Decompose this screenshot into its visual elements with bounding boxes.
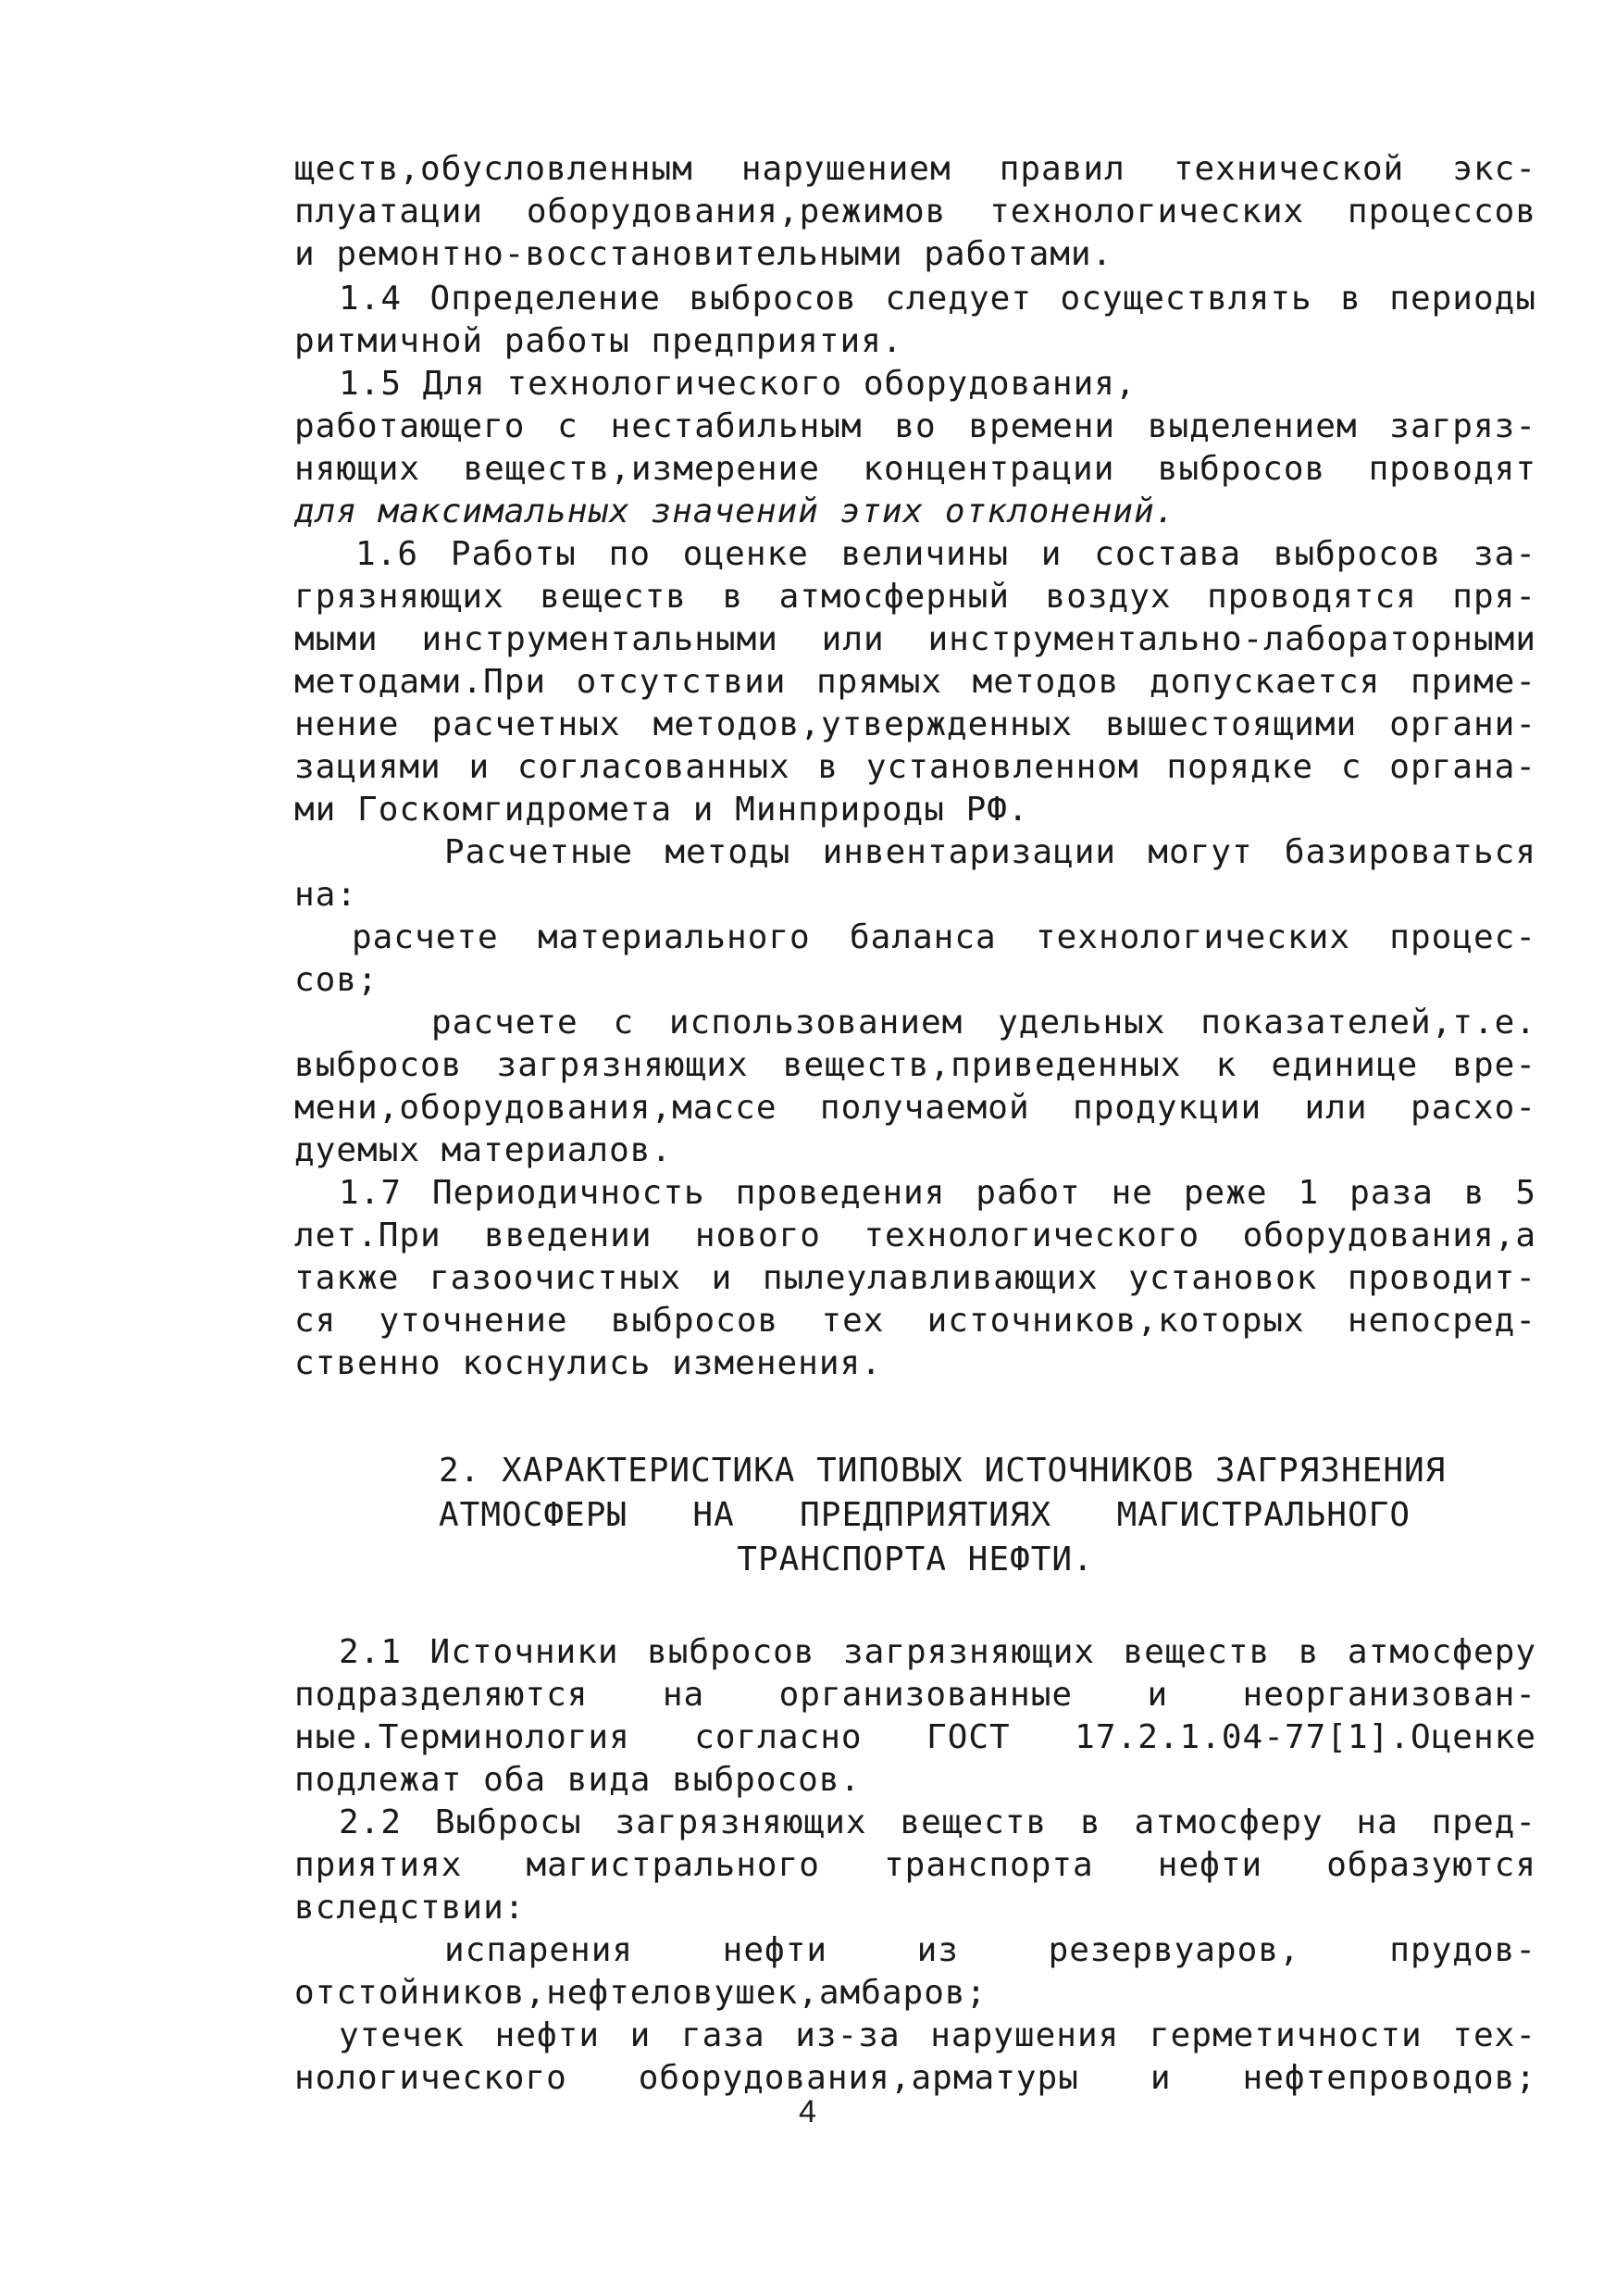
text-line: на: [294, 876, 358, 914]
text-line: ственно коснулись изменения. [294, 1344, 882, 1382]
text-line: ся уточнение выбросов тех источников,которых непосред- [294, 1302, 1536, 1340]
text-line: методами.При отсутствии прямых методов допускается приме- [294, 663, 1536, 701]
text-line: мени,оборудования,массе получаемой продукции или расхо- [294, 1089, 1536, 1127]
text-line: ные.Терминология согласно ГОСТ 17.2.1.04-77[1].Оценке [294, 1718, 1536, 1756]
text-line: расчете с использованием удельных показателей,т.е. [431, 1004, 1536, 1042]
text-line: ществ,обусловленным нарушением правил технической экс- [294, 150, 1536, 188]
section-heading-line: АТМОСФЕРЫ НА ПРЕДПРИЯТИЯХ МАГИСТРАЛЬНОГО [439, 1496, 1411, 1534]
text-line: нологического оборудования,арматуры и нефтепроводов; [294, 2059, 1536, 2097]
text-line: и ремонтно-восстановительными работами. [294, 235, 1113, 273]
text-line: зациями и согласованных в установленном порядке с органа- [294, 748, 1536, 786]
text-line: для максимальных значений этих отклонений. [294, 493, 1176, 530]
page-number: 4 [799, 2094, 817, 2129]
section-heading-line: 2. ХАРАКТЕРИСТИКА ТИПОВЫХ ИСТОЧНИКОВ ЗАГРЯЗНЕНИЯ [439, 1452, 1447, 1490]
text-line: утечек нефти и газа из-за нарушения герметичности тех- [339, 2016, 1536, 2054]
text-line: лет.При введении нового технологического оборудования,а [294, 1217, 1536, 1254]
section-heading-line: ТРАНСПОРТА НЕФТИ. [737, 1541, 1094, 1578]
text-line: дуемых материалов. [294, 1131, 673, 1169]
text-line: 1.5 Для технологического оборудования, [339, 365, 1137, 403]
text-line: 1.6 Работы по оценке величины и состава выбросов за- [355, 535, 1536, 573]
text-line: 1.4 Определение выбросов следует осуществлять в периоды [339, 280, 1536, 318]
text-line: подлежат оба вида выбросов. [294, 1761, 862, 1799]
text-line: выбросов загрязняющих веществ,приведенных к единице вре- [294, 1046, 1536, 1084]
text-line: подразделяются на организованные и неорганизован- [294, 1676, 1536, 1714]
text-line: 2.2 Выбросы загрязняющих веществ в атмосферу на пред- [339, 1803, 1536, 1841]
text-line: ми Госкомгидромета и Минприроды РФ. [294, 791, 1029, 829]
text-line: также газоочистных и пылеулавливающих установок проводит- [294, 1259, 1536, 1297]
text-line: работающего с нестабильным во времени выделением загряз- [294, 407, 1536, 445]
text-line: сов; [294, 961, 379, 999]
text-line: ритмичной работы предприятия. [294, 322, 903, 360]
text-line: няющих веществ,измерение концентрации выбросов проводят [294, 450, 1536, 488]
text-line: отстойников,нефтеловушек,амбаров; [294, 1974, 988, 2012]
text-line: грязняющих веществ в атмосферный воздух проводятся пря- [294, 578, 1536, 616]
text-line: Расчетные методы инвентаризации могут базироваться [444, 833, 1536, 871]
text-line: 2.1 Источники выбросов загрязняющих веществ в атмосферу [339, 1633, 1536, 1671]
text-line: нение расчетных методов,утвержденных вышестоящими органи- [294, 705, 1536, 743]
text-line: 1.7 Периодичность проведения работ не реже 1 раза в 5 [339, 1174, 1536, 1212]
text-line: приятиях магистрального транспорта нефти образуются [294, 1846, 1536, 1884]
text-line: испарения нефти из резервуаров, прудов- [444, 1931, 1536, 1969]
text-line: вследствии: [294, 1889, 526, 1927]
text-line: расчете материального баланса технологических процес- [352, 918, 1536, 956]
text-line: мыми инструментальными или инструментально-лабораторными [294, 620, 1536, 658]
text-line: плуатации оборудования,режимов технологических процессов [294, 193, 1536, 231]
